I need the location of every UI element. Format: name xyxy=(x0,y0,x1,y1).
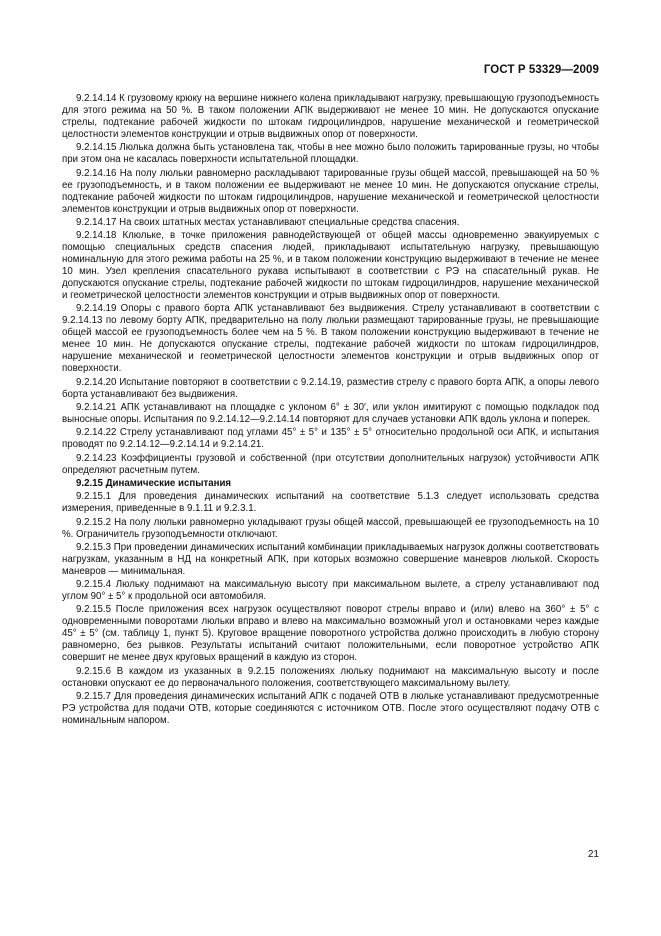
paragraph-9-2-14-18: 9.2.14.18 Клюльке, в точке приложения равнодействующей от общей массы одновременно эвакуируемых с помощью специальных средств спасения людей, прикладывают испытательную нагрузку, превышающую номинальную для этого режима работы на 25 %, и в таком положении конструкцию выдерживают в течение не менее 10 мин. Узел крепления спасательного рукава испытывают в соответствии с РЭ на спасательный рукав. Не допускаются опускание стрелы, подтекание рабочей жидкости по штокам гидроцилиндров, нарушение механической и геометрической целостности элементов конструкции и отрыв выдвижных опор от поверхности. xyxy=(62,230,599,302)
paragraph-9-2-14-21: 9.2.14.21 АПК устанавливают на площадке с уклоном 6° ± 30′, или уклон имитируют с помощью подкладок под выносные опоры. Испытания по 9.2.14.12—9.2.14.14 повторяют для случаев установки АПК вдоль уклона и поперек. xyxy=(62,402,599,426)
section-heading-9-2-15: 9.2.15 Динамические испытания xyxy=(76,477,232,489)
standard-code-header: ГОСТ Р 53329—2009 xyxy=(483,64,599,76)
paragraph-9-2-14-19: 9.2.14.19 Опоры с правого борта АПК устанавливают без выдвижения. Стрелу устанавливают в соответствии с 9.2.14.13 по левому борту АПК, предварительно на полу люльки размещают тарированные грузы, не превышающие общей массой ее грузоподъемность более чем на 5 %. В таком положении конструкцию выдерживают в течение не менее 10 мин. Не допускаются опускание стрелы, подтекание рабочей жидкости по штокам гидроцилиндров, нарушение механической и геометрической целостности элементов конструкции и отрыв выдвижных опор от поверхности. xyxy=(62,303,599,375)
paragraph-9-2-15-5: 9.2.15.5 После приложения всех нагрузок осуществляют поворот стрелы вправо и (или) влево на 360° ± 5° с одновременными поворотами люльки вправо и влево на максимально возможный угол и остановками через каждые 45° ± 5° (см. таблицу 1, пункт 5). Круговое вращение поворотного устройства должно происходить в любую сторону равномерно, без рывков. Результаты испытаний считают положительными, если поворотное устройство АПК совершит не менее двух круговых вращений в каждую из сторон. xyxy=(62,604,599,664)
paragraph-9-2-15-3: 9.2.15.3 При проведении динамических испытаний комбинации прикладываемых нагрузок должны соответствовать нагрузкам, указанным в НД на конкретный АПК, при которых возможно совершение маневров люлькой. Скорость маневров — минимальная. xyxy=(62,541,599,577)
paragraph-9-2-14-20: 9.2.14.20 Испытание повторяют в соответствии с 9.2.14.19, разместив стрелу с правого борта АПК, а опоры левого борта устанавливают без выдвижения. xyxy=(62,376,599,400)
document-body xyxy=(62,93,599,728)
paragraph-9-2-14-16: 9.2.14.16 На полу люльки равномерно раскладывают тарированные грузы общей массой, превышающей на 50 % ее грузоподъемность, и в таком положении ее выдерживают не менее 10 мин. Не допускаются опускание стрелы, подтекание рабочей жидкости по штокам гидроцилиндров, нарушение механической и геометрической целостности элементов конструкции и отрыв выдвижных опор от поверхности. xyxy=(62,167,599,215)
paragraph-9-2-14-23: 9.2.14.23 Коэффициенты грузовой и собственной (при отсутствии дополнительных нагрузок) устойчивости АПК определяют расчетным путем. xyxy=(62,452,599,476)
paragraph-9-2-14-14: 9.2.14.14 К грузовому крюку на вершине нижнего колена прикладывают нагрузку, превышающую грузоподъемность для этого режима на 50 %. В таком положении АПК выдерживают не менее 10 мин. Не допускаются опускание стрелы, подтекание рабочей жидкости по штокам гидроцилиндров, нарушение механической и геометрической целостности элементов конструкции и отрыв выдвижных опор от поверхности. xyxy=(62,93,599,140)
paragraph-9-2-15-7: 9.2.15.7 Для проведения динамических испытаний АПК с подачей ОТВ в люльке устанавливают предусмотренные РЭ устройства для подачи ОТВ, которые соединяются с источником ОТВ. После этого осуществляют подачу ОТВ с номинальным напором. xyxy=(62,691,599,727)
paragraph-9-2-14-22: 9.2.14.22 Стрелу устанавливают под углами 45° ± 5° и 135° ± 5° относительно продольной оси АПК, и испытания проводят по 9.2.14.12—9.2.14.14 и 9.2.14.21. xyxy=(62,427,599,451)
page-number: 21 xyxy=(587,849,599,860)
paragraph-9-2-15-1: 9.2.15.1 Для проведения динамических испытаний на соответствие 5.1.3 следует использовать средства измерения, приведенные в 9.1.11 и 9.2.3.1. xyxy=(62,491,599,515)
paragraph-9-2-15-2: 9.2.15.2 На полу люльки равномерно укладывают грузы общей массой, превышающей ее грузоподъемность на 10 %. Ограничитель грузоподъемности отключают. xyxy=(62,516,599,540)
paragraph-9-2-14-15: 9.2.14.15 Люлька должна быть установлена так, чтобы в нее можно было положить тарированные грузы, но чтобы при этом она не касалась поверхности испытательной площадки. xyxy=(62,142,599,166)
paragraph-9-2-14-17: 9.2.14.17 На своих штатных местах устанавливают специальные средства спасения. xyxy=(76,216,460,228)
paragraph-9-2-15-4: 9.2.15.4 Люльку поднимают на максимальную высоту при максимальном вылете, а стрелу устанавливают под углом 90° ± 5° к продольной оси автомобиля. xyxy=(62,579,599,603)
paragraph-9-2-15-6: 9.2.15.6 В каждом из указанных в 9.2.15 положениях люльку поднимают на максимальную высоту и после остановки опускают ее до первоначального положения, соответствующего максимальному вылету. xyxy=(62,665,599,689)
